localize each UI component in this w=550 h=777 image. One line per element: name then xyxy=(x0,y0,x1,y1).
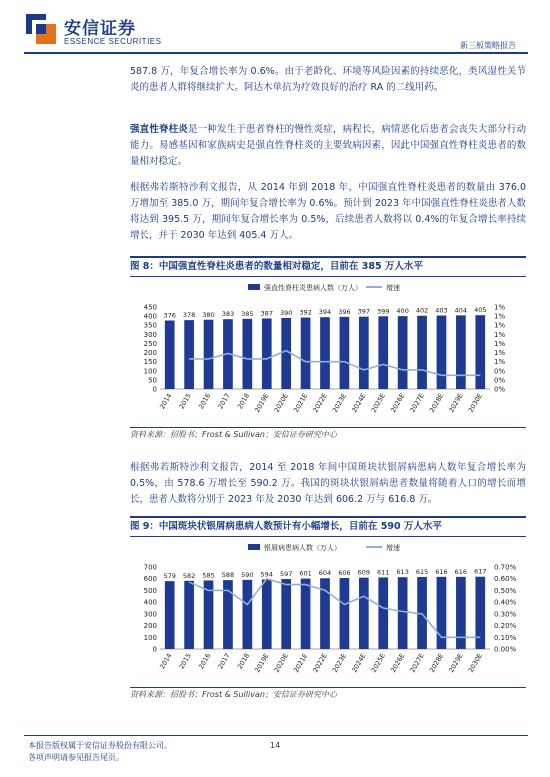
y2-tick-label: 0.40% xyxy=(494,598,517,607)
company-name-cn: 安信证券 xyxy=(64,19,136,39)
y2-tick-label: 1% xyxy=(494,339,506,348)
report-tag: 新三板策略报告 xyxy=(460,41,516,50)
x-tick-label: 2016 xyxy=(197,652,213,671)
figure-8-title: 图 8：中国强直性脊柱炎患者的数量相对稳定，目前在 385 万人水平 xyxy=(130,261,423,272)
y2-tick-label: 1% xyxy=(494,358,506,367)
footer-disclaimer xyxy=(28,740,172,764)
data-label: 616 xyxy=(435,567,448,576)
y-tick-label: 400 xyxy=(143,598,157,607)
y2-tick-label: 1% xyxy=(494,349,506,358)
x-tick-label: 2015 xyxy=(177,652,193,671)
y-tick-label: 300 xyxy=(143,330,157,339)
data-label: 396 xyxy=(338,307,351,316)
y-tick-label: 250 xyxy=(143,339,157,348)
x-tick-label: 2023E xyxy=(330,652,349,674)
legend-bar-swatch xyxy=(248,544,260,550)
data-label: 611 xyxy=(377,568,390,577)
x-tick-label: 2022E xyxy=(311,392,329,414)
x-tick-label: 2016 xyxy=(197,392,213,411)
footer-line-1: 本报告版权属于安信证券股份有限公司。 xyxy=(28,741,172,750)
data-label: 405 xyxy=(474,306,487,315)
bar-2026E xyxy=(398,316,408,389)
bar-2020E xyxy=(281,579,291,649)
data-label: 582 xyxy=(182,571,196,580)
legend-bar-swatch xyxy=(248,284,260,290)
data-label: 390 xyxy=(279,308,293,317)
page-header xyxy=(0,0,550,56)
paragraph-4: 根据弗若斯特沙利文报告，2014 至 2018 年间中国斑块状银屑病患病人数年复合增长率为 0.5%，由 578.6 万增长至 590.2 万。我国的斑块状银屑病患者数量将随着人口的增长而增长，患者人数将分别于 2023 年及 2030 年达到 606.2 万与 616.8 万。 xyxy=(130,462,526,505)
legend-line-label: 增速 xyxy=(386,284,400,292)
data-label: 604 xyxy=(318,569,332,578)
data-label: 613 xyxy=(396,568,409,577)
bar-2015 xyxy=(184,320,194,389)
y2-tick-label: 0.30% xyxy=(494,610,517,619)
data-label: 402 xyxy=(415,306,429,315)
bar-2023E xyxy=(340,578,350,649)
legend-bar-label: 强直性脊柱炎患病人数（万人） xyxy=(264,284,362,292)
y2-tick-label: 0.50% xyxy=(494,586,517,595)
y-tick-label: 700 xyxy=(143,563,157,572)
bar-2015 xyxy=(184,581,194,649)
page-number: 14 xyxy=(270,741,281,750)
data-label: 385 xyxy=(241,309,254,318)
paragraph-2-lead: 强直性脊柱炎 xyxy=(130,124,188,135)
bar-2021E xyxy=(301,318,311,389)
y-tick-label: 100 xyxy=(143,367,157,376)
figure-8-chart xyxy=(130,277,526,427)
y2-tick-label: 0.70% xyxy=(494,563,517,572)
bar-2030E xyxy=(475,315,485,389)
y2-tick-label: 0.00% xyxy=(494,645,517,654)
bar-2029E xyxy=(456,315,466,389)
bar-2029E xyxy=(456,577,466,649)
y-tick-label: 600 xyxy=(143,575,157,584)
essence-logo-icon xyxy=(26,14,56,44)
x-tick-label: 2025E xyxy=(369,652,387,674)
data-label: 380 xyxy=(202,310,215,319)
bar-2028E xyxy=(437,577,447,649)
y2-tick-label: 1% xyxy=(494,330,506,339)
data-label: 397 xyxy=(357,307,371,316)
main-content xyxy=(130,64,526,702)
data-label: 376 xyxy=(163,311,176,320)
y-tick-label: 0 xyxy=(152,385,157,394)
x-tick-label: 2017 xyxy=(216,392,232,411)
x-tick-label: 2018 xyxy=(235,652,252,671)
bar-2023E xyxy=(340,317,350,389)
bar-2024E xyxy=(359,317,369,389)
x-tick-label: 2026E xyxy=(389,392,407,414)
x-tick-label: 2028E xyxy=(427,392,446,414)
data-label: 597 xyxy=(279,570,293,579)
y2-tick-label: 1% xyxy=(494,303,506,312)
x-tick-label: 2026E xyxy=(389,652,407,674)
y-tick-label: 50 xyxy=(148,376,157,385)
x-tick-label: 2014 xyxy=(158,652,174,671)
x-tick-label: 2021E xyxy=(292,392,310,414)
x-tick-label: 2029E xyxy=(447,652,465,674)
y-tick-label: 150 xyxy=(143,358,157,367)
bar-2021E xyxy=(301,579,311,649)
bar-2025E xyxy=(378,577,388,649)
x-tick-label: 2027E xyxy=(408,652,426,674)
y2-tick-label: 0.10% xyxy=(494,633,517,642)
x-tick-label: 2029E xyxy=(447,392,465,414)
data-label: 590 xyxy=(241,570,254,579)
data-label: 403 xyxy=(435,306,448,315)
y2-tick-label: 1% xyxy=(494,312,506,321)
data-label: 585 xyxy=(202,571,215,580)
data-label: 606 xyxy=(338,569,351,578)
x-tick-label: 2014 xyxy=(158,392,174,411)
bar-2022E xyxy=(320,317,330,389)
y2-tick-label: 0% xyxy=(494,385,506,394)
x-tick-label: 2027E xyxy=(408,392,426,414)
legend-line-label: 增速 xyxy=(386,544,400,552)
y-tick-label: 100 xyxy=(143,633,157,642)
data-label: 378 xyxy=(182,311,196,320)
data-label: 617 xyxy=(474,567,487,576)
data-label: 400 xyxy=(396,307,409,316)
figure-9-title: 图 9：中国斑块状银屑病患病人数预计有小幅增长，目前在 590 万人水平 xyxy=(130,521,442,532)
header-divider xyxy=(24,52,528,54)
footer-line-2: 各项声明请参见报告尾页。 xyxy=(28,753,124,762)
y-tick-label: 450 xyxy=(143,303,157,312)
bar-2030E xyxy=(475,577,485,649)
y2-tick-label: 0% xyxy=(494,376,506,385)
paragraph-2-body: 是一种发生于患者脊柱的慢性炎症，病程长，病情恶化后患者会丧失大部分行动能力。易感基因和家族病史是强直性脊柱炎的主要致病因素，因此中国强直性脊柱炎患者的数量相对稳定。 xyxy=(130,124,526,167)
y-tick-label: 400 xyxy=(143,312,157,321)
data-label: 404 xyxy=(454,306,468,315)
data-label: 387 xyxy=(260,309,273,318)
y2-tick-label: 1% xyxy=(494,321,506,330)
x-tick-label: 2019E xyxy=(253,392,271,414)
figure-8-source: 资料来源：招股书；Frost & Sullivan；安信证券研究中心 xyxy=(130,430,337,439)
y2-tick-label: 0% xyxy=(494,367,506,376)
legend-bar-label: 银屑病患病人数（万人） xyxy=(264,544,341,552)
bar-2018 xyxy=(243,580,253,649)
bar-2014 xyxy=(165,581,175,649)
company-name-en: ESSENCE SECURITIES xyxy=(64,37,162,46)
x-tick-label: 2017 xyxy=(216,652,232,671)
y-tick-label: 300 xyxy=(143,610,157,619)
data-label: 594 xyxy=(260,570,273,579)
x-tick-label: 2025E xyxy=(369,392,387,414)
x-tick-label: 2022E xyxy=(311,652,329,674)
paragraph-3: 根据弗若斯特沙利文报告，从 2014 年到 2018 年，中国强直性脊柱炎患者的数量由 376.0 万增加至 385.0 万，期间年复合增长率为 0.6%。预计到 2023 年中国强直性脊柱炎患者人数将达到 395.5 万，期间年复合增长率为 0.5%，后续患者人数将以 0.4%的年复合增长率持续增长，并于 2030 年达到 405.4 万人。 xyxy=(130,182,526,241)
x-tick-label: 2020E xyxy=(272,652,290,674)
bar-2016 xyxy=(204,320,214,389)
bar-2027E xyxy=(417,316,427,389)
x-tick-label: 2020E xyxy=(272,392,290,414)
data-label: 383 xyxy=(221,310,235,319)
footer-divider xyxy=(24,735,528,736)
data-label: 392 xyxy=(299,308,312,317)
figure-9-source: 资料来源：招股书；Frost & Sullivan；安信证券研究中心 xyxy=(130,690,337,699)
bar-2019E xyxy=(262,579,272,649)
x-tick-label: 2024E xyxy=(350,652,368,674)
paragraph-2 xyxy=(130,122,526,170)
y-tick-label: 350 xyxy=(143,321,157,330)
x-tick-label: 2018 xyxy=(235,392,252,411)
bar-2024E xyxy=(359,578,369,649)
x-tick-label: 2030E xyxy=(466,392,485,414)
x-tick-label: 2023E xyxy=(330,392,349,414)
y-tick-label: 200 xyxy=(143,622,157,631)
x-tick-label: 2015 xyxy=(177,392,193,411)
x-tick-label: 2024E xyxy=(350,392,368,414)
bar-2018 xyxy=(243,319,253,389)
data-label: 609 xyxy=(357,568,371,577)
data-label: 394 xyxy=(318,308,332,317)
x-tick-label: 2019E xyxy=(253,652,271,674)
x-tick-label: 2021E xyxy=(292,652,310,674)
data-label: 588 xyxy=(221,571,235,580)
bar-2014 xyxy=(165,320,175,389)
bar-2019E xyxy=(262,318,272,389)
bar-2028E xyxy=(437,316,447,389)
y2-tick-label: 0.60% xyxy=(494,575,517,584)
bar-2025E xyxy=(378,316,388,389)
paragraph-1: 587.8 万，年复合增长率为 0.6%。由于老龄化、环境等风险因素的持续恶化，类风湿性关节炎的患者人群将继续扩大。阿达木单抗为疗效良好的治疗 RA 的二线用药。 xyxy=(130,66,526,93)
data-label: 579 xyxy=(163,572,176,581)
y2-tick-label: 0.20% xyxy=(494,622,517,631)
y-tick-label: 500 xyxy=(143,586,157,595)
data-label: 615 xyxy=(415,567,429,576)
data-label: 616 xyxy=(454,567,468,576)
data-label: 601 xyxy=(299,569,312,578)
data-label: 399 xyxy=(377,307,390,316)
x-tick-label: 2028E xyxy=(427,652,446,674)
bar-2026E xyxy=(398,577,408,649)
x-tick-label: 2030E xyxy=(466,652,485,674)
figure-9-chart xyxy=(130,537,526,687)
y-tick-label: 0 xyxy=(152,645,157,654)
y-tick-label: 200 xyxy=(143,349,157,358)
